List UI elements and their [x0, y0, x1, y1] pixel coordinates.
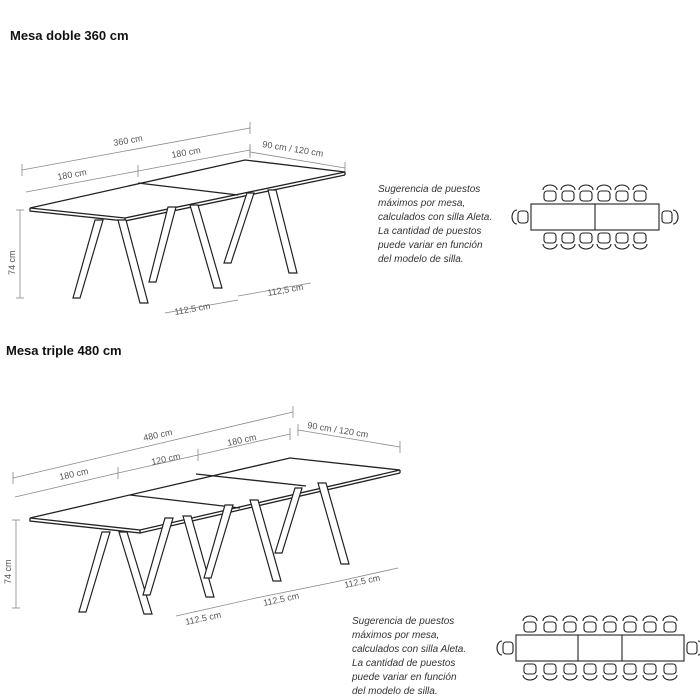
chair-icon [543, 185, 557, 201]
label-segment-left-triple: 180 cm [58, 466, 90, 482]
label-segment-right-double: 180 cm [170, 144, 202, 160]
double-table-legs [73, 190, 297, 303]
dim-line-total-triple [13, 412, 293, 478]
label-leg-span-3-triple: 112.5 cm [343, 572, 381, 590]
chair-icon [583, 664, 597, 680]
chair-icon [623, 616, 637, 632]
label-leg-span-1-triple: 112.5 cm [184, 609, 222, 627]
chair-icon [633, 185, 647, 201]
chair-icon [597, 233, 611, 249]
label-total-length-triple: 480 cm [142, 427, 174, 443]
chair-icon [579, 233, 593, 249]
chair-icon [615, 185, 629, 201]
chair-icon [643, 616, 657, 632]
chair-icon [561, 185, 575, 201]
chair-icon [563, 616, 577, 632]
chair-icon [563, 664, 577, 680]
seating-note-triple: Sugerencia de puestos máximos por mesa, calculados con silla Aleta. La cantidad de puestos puede variar en función del modelo de silla. [352, 616, 467, 697]
seating-note-double: Sugerencia de puestos máximos por mesa, calculados con silla Aleta. La cantidad de puestos puede variar en función del modelo de silla. [378, 184, 493, 265]
label-height-triple: 74 cm [3, 559, 13, 584]
chair-icon [597, 185, 611, 201]
chair-icon [687, 641, 700, 655]
label-leg-span-left-double: 112.5 cm [173, 300, 212, 317]
chair-icon [523, 616, 537, 632]
chair-icon [662, 210, 678, 224]
chair-icon [497, 641, 513, 655]
seating-plan-triple [497, 616, 700, 680]
chair-icon [543, 664, 557, 680]
label-leg-span-right-double: 112,5 cm [266, 281, 305, 298]
title-double-table: Mesa doble 360 cm [10, 28, 129, 43]
title-triple-table: Mesa triple 480 cm [6, 343, 122, 358]
chair-icon [512, 210, 528, 224]
label-total-length-double: 360 cm [112, 132, 144, 148]
chair-icon [583, 616, 597, 632]
label-segment-left-double: 180 cm [56, 166, 88, 182]
chair-icon [603, 664, 617, 680]
chair-icon [663, 664, 677, 680]
chair-icon [523, 664, 537, 680]
label-segment-middle-triple: 120 cm [150, 451, 182, 467]
label-depth-triple: 90 cm / 120 cm [306, 420, 370, 440]
label-height-double: 74 cm [7, 250, 17, 275]
chair-icon [603, 616, 617, 632]
chair-icon [615, 233, 629, 249]
chair-icon [543, 233, 557, 249]
triple-table-legs [79, 483, 349, 614]
chair-icon [579, 185, 593, 201]
chair-icon [623, 664, 637, 680]
chair-icon [561, 233, 575, 249]
label-leg-span-2-triple: 112.5 cm [262, 590, 300, 608]
chair-icon [543, 616, 557, 632]
label-segment-right-triple: 180 cm [226, 432, 258, 448]
chair-icon [633, 233, 647, 249]
label-depth-double: 90 cm / 120 cm [261, 139, 325, 159]
chair-icon [643, 664, 657, 680]
chair-icon [663, 616, 677, 632]
seating-plan-double [512, 185, 678, 249]
